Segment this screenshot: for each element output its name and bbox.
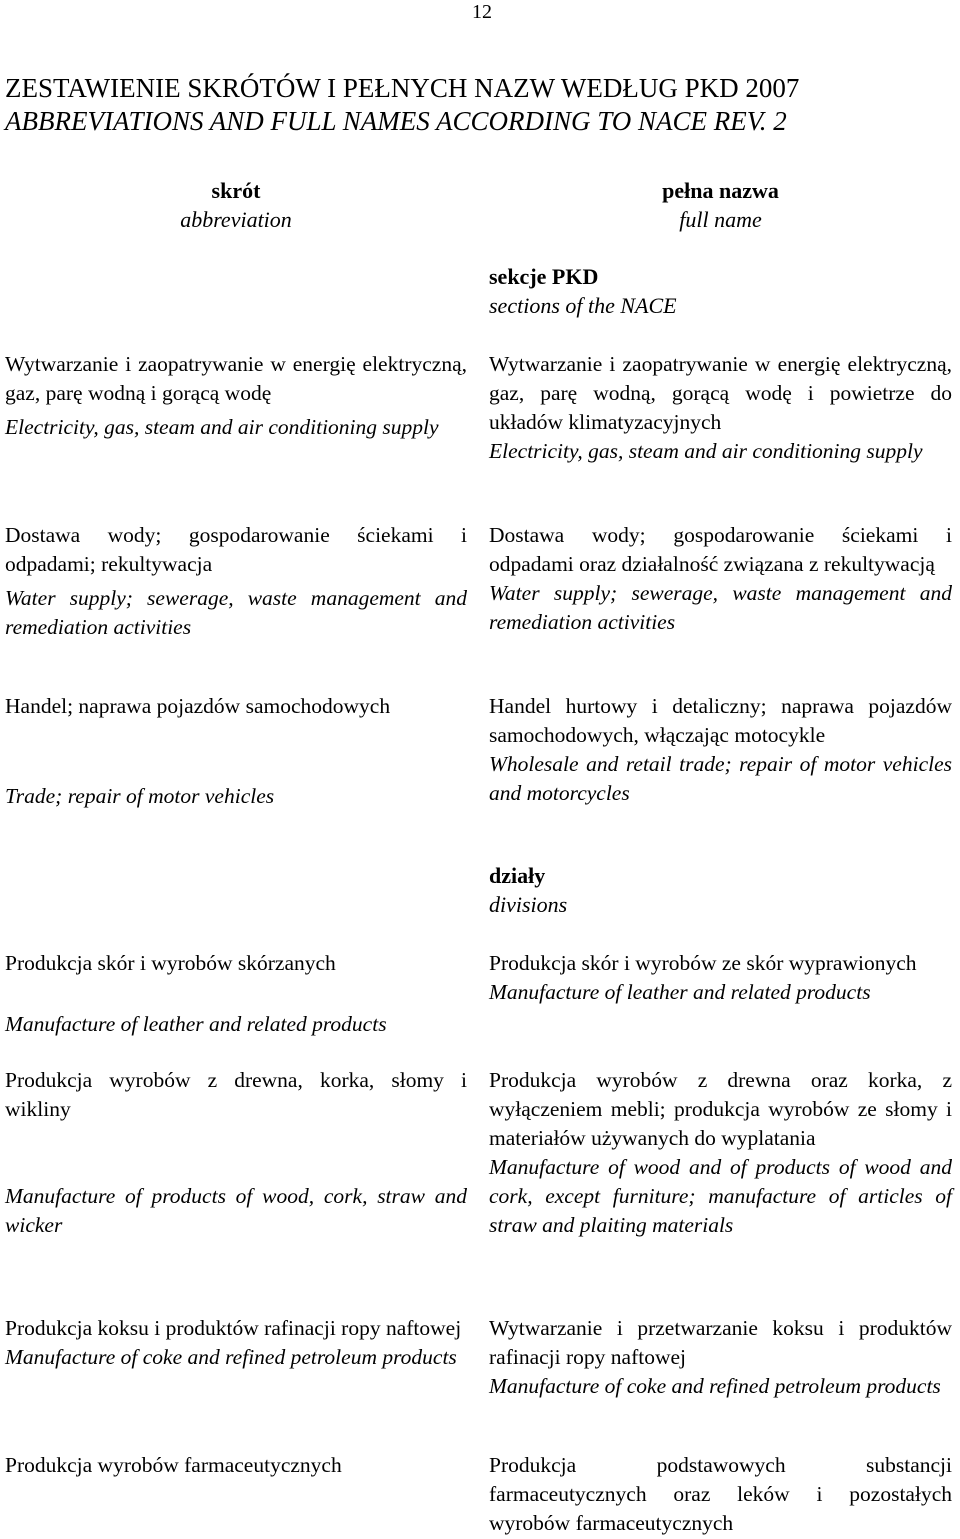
full-name-header-en: full name [679, 207, 762, 232]
column-header-full-name [489, 176, 952, 234]
section-2-full-name [489, 521, 952, 637]
section-3-abbreviation [5, 692, 467, 811]
division-1-full-name [489, 949, 952, 1007]
sections-heading-pl: sekcje PKD [489, 264, 599, 289]
divisions-heading [489, 861, 567, 919]
division-1-short-en: Manufacture of leather and related products [5, 1012, 387, 1036]
section-2-short-pl: Dostawa wody; gospodarowanie ściekami i odpadami; rekultywacja [5, 523, 467, 576]
full-name-header-pl: pełna nazwa [662, 178, 779, 203]
section-1-short-pl: Wytwarzanie i zaopatrywanie w energię elektryczną, gaz, parę wodną i gorącą wodę [5, 352, 467, 405]
title-polish: ZESTAWIENIE SKRÓTÓW I PEŁNYCH NAZW WEDŁUG PKD 2007 [5, 73, 800, 103]
section-3-short-en: Trade; repair of motor vehicles [5, 784, 275, 808]
abbreviation-header-en: abbreviation [180, 207, 292, 232]
division-1-full-en: Manufacture of leather and related products [489, 980, 871, 1004]
division-2-full-name [489, 1066, 952, 1240]
title-english: ABBREVIATIONS AND FULL NAMES ACCORDING TO NACE REV. 2 [5, 106, 787, 136]
section-1-full-name [489, 350, 952, 466]
sections-heading-en: sections of the NACE [489, 293, 677, 318]
division-3-short-pl: Produkcja koksu i produktów rafinacji ropy naftowej [5, 1316, 462, 1340]
division-4-short-pl: Produkcja wyrobów farmaceutycznych [5, 1453, 342, 1477]
division-2-full-en: Manufacture of wood and of products of wood and cork, except furniture; manufacture of articles of straw and plaiting materials [489, 1155, 952, 1237]
division-1-abbreviation [5, 949, 467, 1039]
section-3-full-pl: Handel hurtowy i detaliczny; naprawa pojazdów samochodowych, włączając motocykle [489, 694, 952, 747]
divisions-heading-en: divisions [489, 892, 568, 917]
section-2-abbreviation [5, 521, 467, 642]
division-4-full-name [489, 1451, 952, 1538]
sections-heading [489, 262, 677, 320]
division-3-full-name [489, 1314, 952, 1401]
abbreviation-header-pl: skrót [211, 178, 261, 203]
division-2-full-pl: Produkcja wyrobów z drewna oraz korka, z wyłączeniem mebli; produkcja wyrobów ze słomy i materiałów używanych do wyplatania [489, 1068, 952, 1150]
division-4-full-pl: Produkcja podstawowych substancji farmaceutycznych oraz leków i pozostałych wyrobów farmaceutycznych [489, 1453, 952, 1535]
section-2-full-pl: Dostawa wody; gospodarowanie ściekami i odpadami oraz działalność związana z rekultywacją [489, 523, 952, 576]
section-1-full-pl: Wytwarzanie i zaopatrywanie w energię elektryczną, gaz, parę wodną, gorącą wodę i powietrze do układów klimatyzacyjnych [489, 352, 952, 434]
section-3-full-en: Wholesale and retail trade; repair of motor vehicles and motorcycles [489, 752, 952, 805]
section-2-full-en: Water supply; sewerage, waste management and remediation activities [489, 581, 952, 634]
division-4-abbreviation [5, 1451, 467, 1480]
section-1-full-en: Electricity, gas, steam and air conditioning supply [489, 439, 923, 463]
division-2-abbreviation [5, 1066, 467, 1240]
section-1-short-en: Electricity, gas, steam and air conditioning supply [5, 415, 439, 439]
section-3-full-name [489, 692, 952, 808]
division-2-short-pl: Produkcja wyrobów z drewna, korka, słomy i wikliny [5, 1068, 467, 1121]
page-number: 12 [472, 1, 492, 23]
section-2-short-en: Water supply; sewerage, waste management and remediation activities [5, 586, 467, 639]
division-3-full-pl: Wytwarzanie i przetwarzanie koksu i produktów rafinacji ropy naftowej [489, 1316, 952, 1369]
division-1-short-pl: Produkcja skór i wyrobów skórzanych [5, 951, 336, 975]
division-3-full-en: Manufacture of coke and refined petroleum products [489, 1374, 941, 1398]
section-3-short-pl: Handel; naprawa pojazdów samochodowych [5, 694, 391, 718]
division-2-short-en: Manufacture of products of wood, cork, straw and wicker [5, 1184, 467, 1237]
document-title [5, 72, 955, 138]
division-1-full-pl: Produkcja skór i wyrobów ze skór wyprawionych [489, 951, 917, 975]
section-1-abbreviation [5, 350, 467, 442]
column-header-abbreviation [5, 176, 467, 234]
division-3-short-en: Manufacture of coke and refined petroleum products [5, 1345, 457, 1369]
divisions-heading-pl: działy [489, 863, 546, 888]
division-3-abbreviation [5, 1314, 467, 1372]
